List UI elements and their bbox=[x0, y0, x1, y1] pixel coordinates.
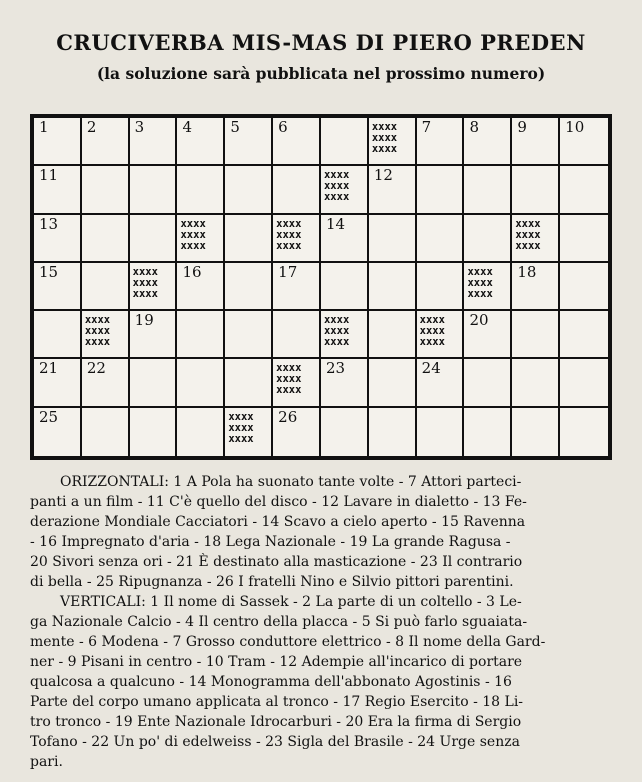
cell-number: 10 bbox=[565, 118, 585, 136]
grid-cell[interactable] bbox=[130, 118, 178, 166]
clue-line: VERTICALI: 1 Il nome di Sassek - 2 La parte di un coltello - 3 Le- bbox=[60, 594, 522, 610]
cell-number: 19 bbox=[134, 311, 154, 330]
clue-line: ner - 9 Pisani in centro - 10 Tram - 12 Adempie all'incarico di portare bbox=[30, 654, 523, 670]
black-cell bbox=[464, 263, 512, 311]
black-cell bbox=[177, 215, 225, 263]
black-cell-fill: xxxx xxxx xxxx bbox=[323, 169, 350, 204]
black-cell-fill: xxxx xxxx xxxx bbox=[132, 265, 158, 300]
cell-number: 9 bbox=[517, 118, 527, 136]
cell-number: 4 bbox=[182, 118, 193, 136]
grid-cell[interactable] bbox=[177, 311, 225, 359]
clue-line: derazione Mondiale Cacciatori - 14 Scavo a cielo aperto - 15 Ravenna bbox=[30, 514, 526, 530]
grid-cell[interactable] bbox=[464, 166, 512, 214]
grid-cell[interactable] bbox=[82, 166, 130, 214]
grid-cell[interactable] bbox=[560, 118, 608, 166]
clue-line: 20 Sivori senza ori - 21 È destinato alla masticazione - 23 Il contrario bbox=[30, 554, 523, 570]
clue-line: Tofano - 22 Un po' di edelweiss - 23 Sigla del Brasile - 24 Urge senza bbox=[30, 734, 520, 750]
grid-cell[interactable] bbox=[130, 359, 178, 407]
grid-cell[interactable] bbox=[464, 408, 512, 456]
cell-number: 6 bbox=[278, 118, 288, 136]
grid-cell[interactable] bbox=[225, 263, 273, 311]
black-cell bbox=[273, 359, 321, 407]
grid-cell[interactable] bbox=[130, 166, 178, 214]
grid-cell[interactable] bbox=[225, 311, 273, 359]
clue-line: panti a un film - 11 C'è quello del disco - 12 Lavare in dialetto - 13 Fe- bbox=[30, 494, 527, 510]
page-subtitle: (la soluzione sarà pubblicata nel prossimo numero) bbox=[96, 64, 546, 83]
clue-line: ga Nazionale Calcio - 4 Il centro della placca - 5 Si può farlo sguaiata- bbox=[30, 614, 528, 630]
grid-cell[interactable] bbox=[512, 118, 560, 166]
grid-cell[interactable] bbox=[273, 263, 321, 311]
crossword-grid bbox=[30, 114, 612, 460]
cell-number: 13 bbox=[39, 214, 59, 233]
grid-cell[interactable] bbox=[369, 408, 417, 456]
black-cell bbox=[130, 263, 178, 311]
grid-cell[interactable] bbox=[512, 166, 560, 214]
cell-number: 17 bbox=[278, 262, 298, 281]
black-cell-fill: xxxx xxxx xxxx bbox=[228, 410, 254, 445]
grid-cell[interactable] bbox=[560, 215, 608, 263]
black-cell-fill: xxxx xxxx xxxx bbox=[84, 314, 111, 349]
clue-line: - 16 Impregnato d'aria - 18 Lega Nazionale - 19 La grande Ragusa - bbox=[30, 534, 511, 550]
cell-number: 23 bbox=[325, 359, 346, 378]
black-cell bbox=[273, 215, 321, 263]
grid-cell[interactable] bbox=[512, 311, 560, 359]
clues-text bbox=[30, 472, 614, 772]
black-cell bbox=[321, 166, 369, 214]
clue-line: ORIZZONTALI: 1 A Pola ha suonato tante volte - 7 Attori parteci- bbox=[60, 474, 522, 490]
cell-number: 2 bbox=[86, 118, 97, 136]
grid-cell[interactable] bbox=[321, 359, 369, 407]
grid-cell[interactable] bbox=[34, 166, 82, 214]
black-cell-fill: xxxx xxxx xxxx bbox=[323, 314, 350, 349]
grid-cell[interactable] bbox=[82, 263, 130, 311]
clue-line: pari. bbox=[30, 754, 63, 770]
black-cell-fill: xxxx xxxx xxxx bbox=[276, 362, 302, 397]
grid-cell[interactable] bbox=[34, 263, 82, 311]
grid-cell[interactable] bbox=[34, 311, 82, 359]
grid-cell[interactable] bbox=[34, 215, 82, 263]
black-cell bbox=[369, 118, 417, 166]
grid-cell[interactable] bbox=[34, 408, 82, 456]
grid-cell[interactable] bbox=[560, 311, 608, 359]
cell-number: 16 bbox=[182, 262, 202, 281]
grid-cell[interactable] bbox=[560, 263, 608, 311]
grid-cell[interactable] bbox=[321, 263, 369, 311]
cell-number: 8 bbox=[469, 118, 480, 136]
clue-line: Parte del corpo umano applicata al tronco - 17 Regio Esercito - 18 Li- bbox=[30, 694, 524, 710]
grid-cell[interactable] bbox=[417, 166, 465, 214]
grid-cell[interactable] bbox=[130, 311, 178, 359]
grid-cell[interactable] bbox=[369, 359, 417, 407]
black-cell bbox=[321, 311, 369, 359]
grid-cell[interactable] bbox=[464, 118, 512, 166]
grid-cell[interactable] bbox=[464, 215, 512, 263]
cell-number: 14 bbox=[325, 214, 346, 233]
grid-cell[interactable] bbox=[369, 311, 417, 359]
black-cell bbox=[225, 408, 273, 456]
clue-line: tro tronco - 19 Ente Nazionale Idrocarburi - 20 Era la firma di Sergio bbox=[30, 714, 522, 730]
grid-cell[interactable] bbox=[34, 118, 82, 166]
grid-cell[interactable] bbox=[273, 311, 321, 359]
grid-cell[interactable] bbox=[177, 408, 225, 456]
grid-cell[interactable] bbox=[130, 408, 178, 456]
black-cell bbox=[417, 311, 465, 359]
grid-cell[interactable] bbox=[464, 359, 512, 407]
cell-number: 5 bbox=[230, 118, 240, 136]
grid-cell[interactable] bbox=[512, 408, 560, 456]
black-cell-fill: xxxx xxxx xxxx bbox=[515, 217, 541, 252]
grid-cell[interactable] bbox=[321, 408, 369, 456]
grid-cell[interactable] bbox=[321, 215, 369, 263]
grid-cell[interactable] bbox=[417, 118, 465, 166]
grid-cell[interactable] bbox=[82, 408, 130, 456]
black-cell bbox=[512, 215, 560, 263]
grid-cell[interactable] bbox=[417, 359, 465, 407]
grid-cell[interactable] bbox=[369, 166, 417, 214]
cell-number: 22 bbox=[86, 359, 106, 378]
grid-cell[interactable] bbox=[273, 118, 321, 166]
grid-cell[interactable] bbox=[512, 359, 560, 407]
cell-number: 15 bbox=[39, 262, 59, 281]
grid-cell[interactable] bbox=[82, 359, 130, 407]
grid-cell[interactable] bbox=[225, 166, 273, 214]
cell-number: 11 bbox=[39, 166, 59, 185]
grid-cell[interactable] bbox=[512, 263, 560, 311]
clue-line: di bella - 25 Ripugnanza - 26 I fratelli Nino e Silvio pittori parentini. bbox=[30, 574, 514, 590]
grid-cell[interactable] bbox=[177, 166, 225, 214]
grid-cell[interactable] bbox=[321, 118, 369, 166]
grid-cell[interactable] bbox=[177, 118, 225, 166]
grid-cell[interactable] bbox=[369, 263, 417, 311]
cell-number: 24 bbox=[421, 359, 441, 378]
clue-line: mente - 6 Modena - 7 Grosso conduttore elettrico - 8 Il nome della Gard- bbox=[30, 634, 546, 650]
black-cell-fill: xxxx xxxx xxxx bbox=[419, 314, 445, 349]
page-title: CRUCIVERBA MIS-MAS DI PIERO PREDEN bbox=[56, 30, 586, 55]
clue-line: qualcosa a qualcuno - 14 Monogramma dell'abbonato Agostinis - 16 bbox=[30, 674, 512, 690]
grid-cell[interactable] bbox=[560, 359, 608, 407]
grid-cell[interactable] bbox=[225, 215, 273, 263]
cell-number: 25 bbox=[39, 407, 59, 426]
grid-cell[interactable] bbox=[273, 166, 321, 214]
cell-number: 1 bbox=[39, 118, 49, 136]
black-cell-fill: xxxx xxxx xxxx bbox=[371, 121, 398, 155]
black-cell-fill: xxxx xxxx xxxx bbox=[276, 217, 302, 252]
grid-cell[interactable] bbox=[225, 118, 273, 166]
grid-cell[interactable] bbox=[417, 263, 465, 311]
black-cell-fill: xxxx xxxx xxxx bbox=[467, 265, 493, 300]
cell-number: 21 bbox=[39, 359, 59, 378]
grid-cell[interactable] bbox=[273, 408, 321, 456]
black-cell-fill: xxxx xxxx xxxx bbox=[180, 217, 206, 252]
grid-cell[interactable] bbox=[82, 118, 130, 166]
grid-cell[interactable] bbox=[82, 215, 130, 263]
cell-number: 7 bbox=[421, 118, 432, 136]
cell-number: 3 bbox=[134, 118, 145, 136]
grid-cell[interactable] bbox=[34, 359, 82, 407]
grid-cell[interactable] bbox=[417, 215, 465, 263]
cell-number: 18 bbox=[517, 262, 537, 281]
grid-cell[interactable] bbox=[177, 263, 225, 311]
crossword-cells bbox=[34, 118, 608, 456]
cell-number: 12 bbox=[373, 166, 393, 185]
grid-cell[interactable] bbox=[560, 408, 608, 456]
black-cell bbox=[82, 311, 130, 359]
grid-cell[interactable] bbox=[417, 408, 465, 456]
grid-cell[interactable] bbox=[177, 359, 225, 407]
grid-cell[interactable] bbox=[560, 166, 608, 214]
grid-cell[interactable] bbox=[464, 311, 512, 359]
cell-number: 26 bbox=[278, 407, 298, 426]
grid-cell[interactable] bbox=[130, 215, 178, 263]
cell-number: 20 bbox=[469, 311, 489, 330]
grid-cell[interactable] bbox=[225, 359, 273, 407]
grid-cell[interactable] bbox=[369, 215, 417, 263]
